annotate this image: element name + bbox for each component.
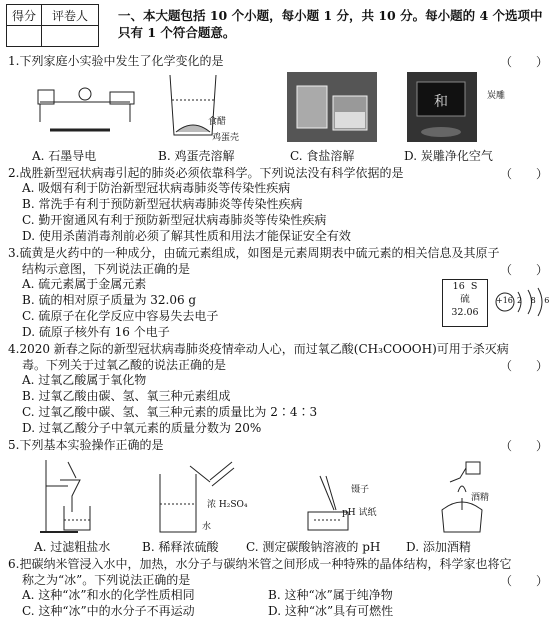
q3-option-c[interactable]: C. 硫原子在化学反应中容易失去电子 [22,309,219,323]
q6-option-b[interactable]: B. 这种“冰”属于纯净物 [268,588,393,602]
q1-option-a[interactable]: A. 石墨导电 [32,149,97,163]
question-1-stem: 1.下列家庭小实验中发生了化学变化的是 [8,54,224,68]
question-6-paren[interactable]: （ ） [500,574,549,588]
grader-label: 评卷人 [42,5,99,26]
section-instruction: 一、本大题包括 10 个小题，每小题 1 分，共 10 分。每小题的 4 个选项中只有 1 个符合题意。 [118,8,543,40]
question-2-paren[interactable]: （ ） [500,167,549,181]
question-3-stem-line1: 3.硫黄是火药中的一种成分，由硫元素组成，如图是元素周期表中硫元素的相关信息及其原子 [8,246,500,260]
q4-option-b[interactable]: B. 过氧乙酸由碳、氢、氧三种元素组成 [22,389,231,403]
q4-option-c[interactable]: C. 过氧乙酸中碳、氢、氧三种元素的质量比为 2∶4∶3 [22,405,318,419]
q3-option-b[interactable]: B. 硫的相对原子质量为 32.06 g [22,293,197,307]
salt-dissolving-photo [287,72,377,142]
q4-option-a[interactable]: A. 过氧乙酸属于氧化物 [22,373,147,387]
graphite-circuit-figure [30,72,150,147]
q4-option-d[interactable]: D. 过氧乙酸分子中氧元素的质量分数为 20% [22,421,262,435]
water-label: 水 [202,522,212,532]
q3-option-a[interactable]: A. 硫元素属于金属元素 [22,277,147,291]
q6-option-a[interactable]: A. 这种“冰”和水的化学性质相同 [22,588,195,602]
acid-label: 浓 H₂SO₄ [207,500,248,510]
q5-option-a[interactable]: A. 过滤粗盐水 [34,540,111,554]
q2-option-d[interactable]: D. 使用杀菌消毒剂前必须了解其性质和用法才能保证安全有效 [22,229,351,243]
question-5-stem: 5.下列基本实验操作正确的是 [8,438,164,452]
q6-option-c[interactable]: C. 这种“冰”中的水分子不再运动 [22,604,195,618]
charcoal-label: 炭雕 [487,91,506,101]
alcohol-label: 酒精 [471,493,490,503]
q1-option-c[interactable]: C. 食盐溶解 [290,149,355,163]
tweezers-label: 镊子 [351,485,370,495]
question-2-stem: 2.战胜新型冠状病毒引起的肺炎必须依靠科学。下列说法没有科学依据的是 [8,166,404,180]
atom-shells: 2 8 6 [517,296,553,305]
question-6-stem-line1: 6.把碳纳米管浸入水中，加热，水分子与碳纳米管之间形成一种特殊的晶体结构，科学家也将它 [8,557,512,571]
q1-option-b[interactable]: B. 鸡蛋壳溶解 [158,149,235,163]
q2-option-c[interactable]: C. 勤开窗通风有利于预防新型冠状病毒肺炎等传染性疾病 [22,213,327,227]
question-6-stem-line2: 称之为“冰”。下列说法正确的是 [22,573,191,587]
question-4-stem-line2: 毒。下列关于过氧乙酸的说法正确的是 [22,358,227,372]
question-5-paren[interactable]: （ ） [500,439,549,453]
sulfur-element-card [442,279,488,327]
q3-option-d[interactable]: D. 硫原子核外有 16 个电子 [22,325,170,339]
element-symbol: S [470,281,478,292]
score-label: 得分 [7,5,42,26]
question-1-paren[interactable]: （ ） [500,55,549,69]
svg-text:和: 和 [434,94,448,110]
q2-option-b[interactable]: B. 常洗手有利于预防新型冠状病毒肺炎等传染性疾病 [22,197,303,211]
score-table [6,4,99,47]
atom-nucleus: +16 [496,296,513,305]
eggshell-label: 鸡蛋壳 [212,133,240,143]
question-3-stem-line2: 结构示意图，下列说法正确的是 [22,262,191,276]
q5-option-b[interactable]: B. 稀释浓硫酸 [142,540,219,554]
question-4-paren[interactable]: （ ） [500,359,549,373]
filtration-figure [38,456,108,536]
vinegar-label: 食醋 [208,117,227,127]
element-name: 硫 [460,294,470,305]
atomic-mass: 32.06 [451,307,479,318]
q1-option-d[interactable]: D. 炭雕净化空气 [404,149,493,163]
q2-option-a[interactable]: A. 吸烟有利于防治新型冠状病毒肺炎等传染性疾病 [22,181,291,195]
q6-option-d[interactable]: D. 这种“冰”具有可燃性 [268,604,394,618]
q5-option-c[interactable]: C. 测定碳酸钠溶液的 pH [246,540,381,554]
q5-option-d[interactable]: D. 添加酒精 [406,540,471,554]
grader-cell[interactable] [42,26,99,47]
score-cell[interactable] [7,26,42,47]
charcoal-carving-photo [407,72,477,142]
question-3-paren[interactable]: （ ） [500,263,549,277]
question-4-stem-line1: 4.2020 新春之际的新型冠状病毒肺炎疫情牵动人心，而过氧乙酸(CH₃COOOH)可用于杀灭病 [8,342,509,356]
atomic-number: 16 [452,281,465,292]
ph-paper-label: pH 试纸 [342,508,377,518]
